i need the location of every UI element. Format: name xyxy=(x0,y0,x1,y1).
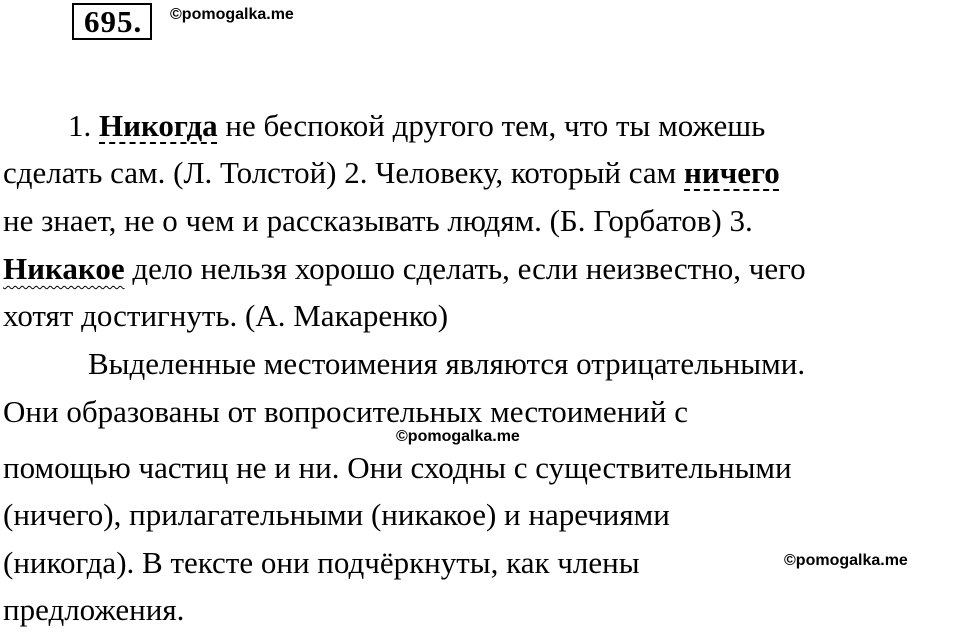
text-line: (ничего), прилагательными (никакое) и наречиями xyxy=(3,497,670,532)
text-line: не знает, не о чем и рассказывать людям. (Б. Горбатов) 3. xyxy=(3,203,753,238)
text-line: (никогда). В тексте они подчёркнуты, как члены xyxy=(3,545,640,580)
text-line: Они образованы от вопросительных местоимений с xyxy=(3,394,688,429)
text-line: сделать сам. (Л. Толстой) 2. Человеку, который сам ничего xyxy=(3,155,780,190)
text-line: Никакое дело нельзя хорошо сделать, если неизвестно, чего xyxy=(3,251,806,286)
text-line: помощью частиц не и ни. Они сходны с существительными xyxy=(3,450,792,485)
keyword-nikakoe: Никакое xyxy=(3,251,125,286)
text-line: Выделенные местоимения являются отрицательными. xyxy=(88,346,806,381)
keyword-nikogda: Никогда xyxy=(99,108,218,143)
text-line: 1. Никогда не беспокой другого тем, что ты можешь xyxy=(68,108,766,143)
task-number-box xyxy=(72,3,152,40)
keyword-nichego: ничего xyxy=(684,155,780,190)
watermark-top: ©pomogalka.me xyxy=(170,6,294,23)
task-number: 695. xyxy=(84,4,143,39)
watermark-bottom-right: ©pomogalka.me xyxy=(784,552,908,569)
watermark-middle: ©pomogalka.me xyxy=(396,428,520,445)
text-line: предложения. xyxy=(3,592,185,627)
text-line: хотят достигнуть. (А. Макаренко) xyxy=(3,298,449,333)
